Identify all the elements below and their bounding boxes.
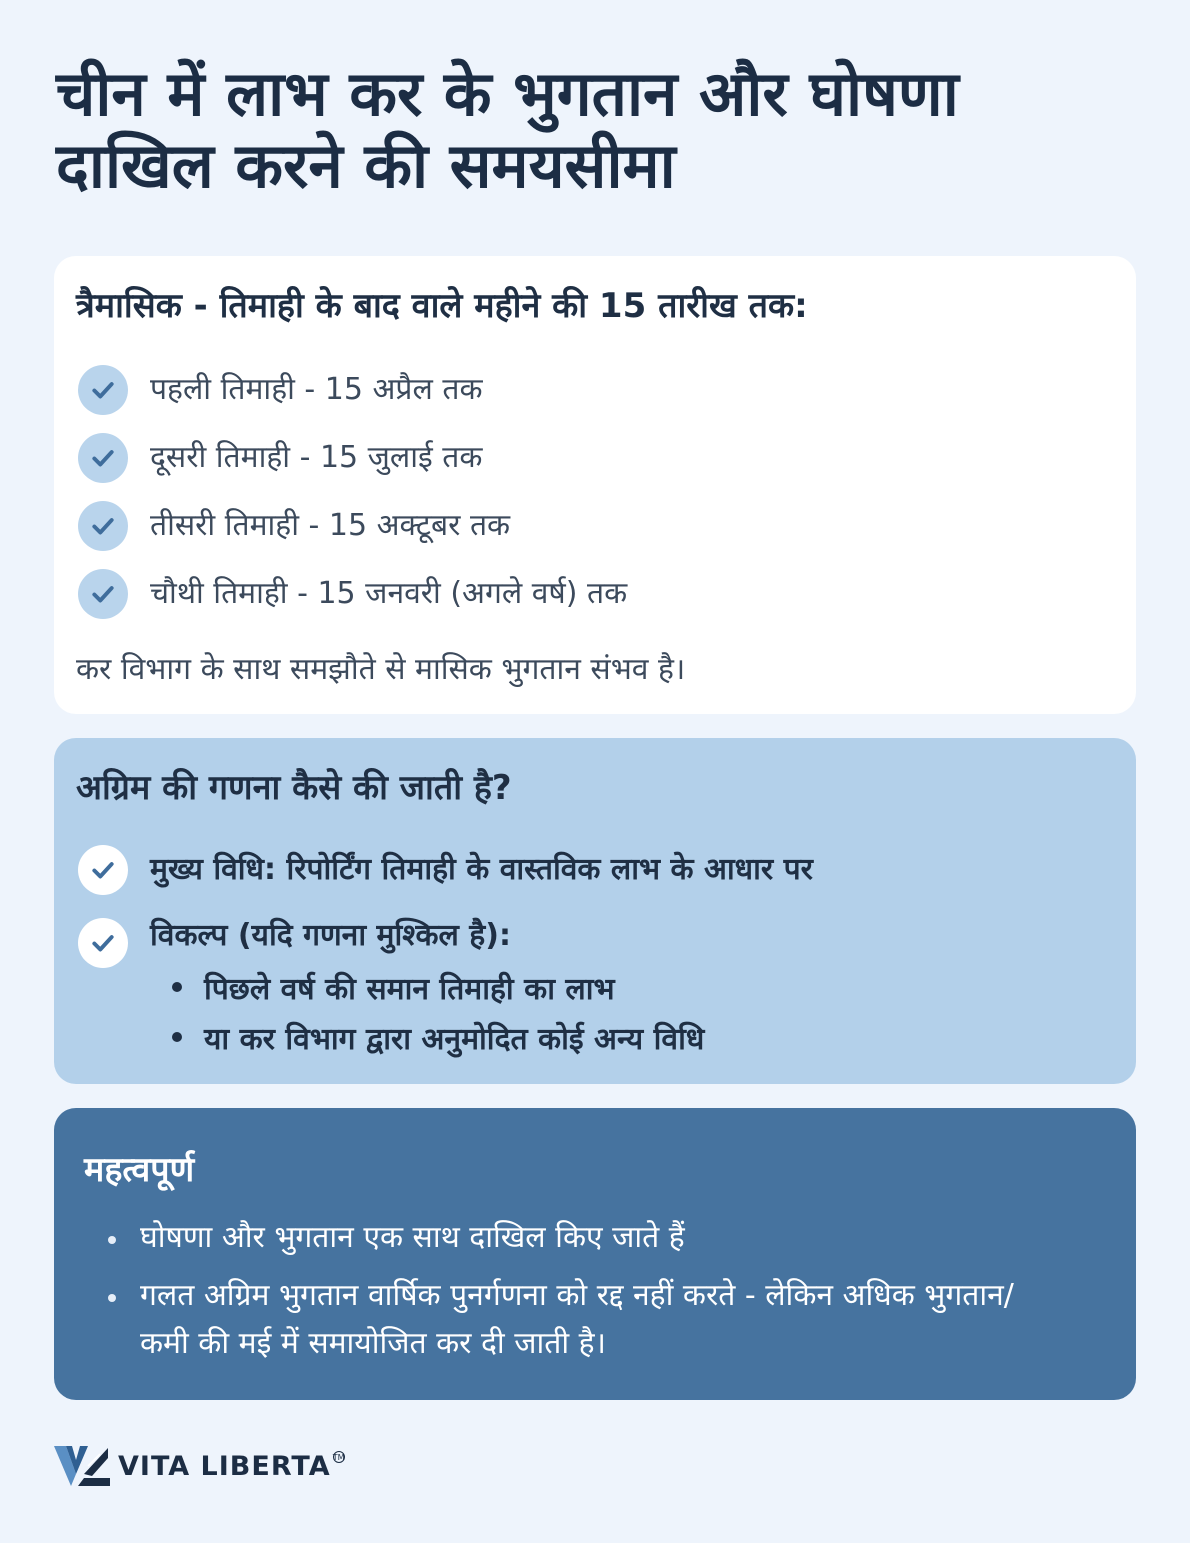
important-card [54, 1108, 1136, 1400]
list-item [172, 962, 704, 1012]
quarterly-list [76, 356, 1114, 628]
important-2-text: गलत अग्रिम भुगतान वार्षिक पुनर्गणना को रद्द नहीं करते - लेकिन अधिक भुगतान/कमी की मई में समायोजित कर दी जाती है। [140, 1278, 1014, 1361]
brand-footer [54, 1444, 345, 1488]
alternative-1-text: पिछले वर्ष की समान तिमाही का लाभ [204, 971, 615, 1007]
advance-heading: अग्रिम की गणना कैसे की जाती है? [76, 768, 512, 808]
advance-list [76, 836, 1114, 904]
check-icon [78, 845, 128, 895]
bullet-icon [172, 1032, 182, 1042]
page-title: चीन में लाभ कर के भुगतान और घोषणा दाखिल करने की समयसीमा [56, 57, 959, 202]
quarter-3-text: तीसरी तिमाही - 15 अक्टूबर तक [150, 508, 511, 543]
quarter-1-text: पहली तिमाही - 15 अप्रैल तक [150, 372, 483, 407]
list-item [76, 492, 1114, 560]
bullet-icon [172, 982, 182, 992]
alternative-block [76, 914, 1114, 1062]
list-item [172, 1012, 704, 1062]
important-1-text: घोषणा और भुगतान एक साथ दाखिल किए जाते हैं [140, 1220, 685, 1255]
bullet-icon [108, 1294, 116, 1302]
quarter-4-text: चौथी तिमाही - 15 जनवरी (अगले वर्ष) तक [150, 576, 628, 611]
list-item [76, 836, 1114, 904]
list-item [76, 424, 1114, 492]
alternative-list [172, 962, 704, 1062]
alternative-title: विकल्प (यदि गणना मुश्किल है): [150, 918, 511, 953]
quarterly-heading: त्रैमासिक - तिमाही के बाद वाले महीने की 15 तारीख तक: [76, 286, 808, 326]
important-list [84, 1214, 1106, 1368]
check-icon [78, 501, 128, 551]
advance-calculation-card [54, 738, 1136, 1084]
list-item [76, 560, 1114, 628]
list-item [84, 1272, 1106, 1368]
important-heading: महत्वपूर्ण [84, 1150, 195, 1190]
brand-name: VITA LIBERTA [118, 1450, 331, 1482]
check-icon [78, 433, 128, 483]
list-item [76, 356, 1114, 424]
quarterly-deadlines-card [54, 256, 1136, 714]
trademark-symbol: TM [332, 1452, 345, 1462]
check-icon [78, 918, 128, 968]
alternative-2-text: या कर विभाग द्वारा अनुमोदित कोई अन्य विधि [204, 1021, 705, 1057]
vita-liberta-logo-icon [54, 1444, 110, 1488]
quarter-2-text: दूसरी तिमाही - 15 जुलाई तक [150, 440, 483, 475]
check-icon [78, 569, 128, 619]
main-method-text: मुख्य विधि: रिपोर्टिंग तिमाही के वास्तविक लाभ के आधार पर [150, 852, 813, 887]
monthly-payment-note: कर विभाग के साथ समझौते से मासिक भुगतान संभव है। [76, 652, 686, 687]
list-item [84, 1214, 1106, 1262]
bullet-icon [108, 1236, 116, 1244]
check-icon [78, 365, 128, 415]
